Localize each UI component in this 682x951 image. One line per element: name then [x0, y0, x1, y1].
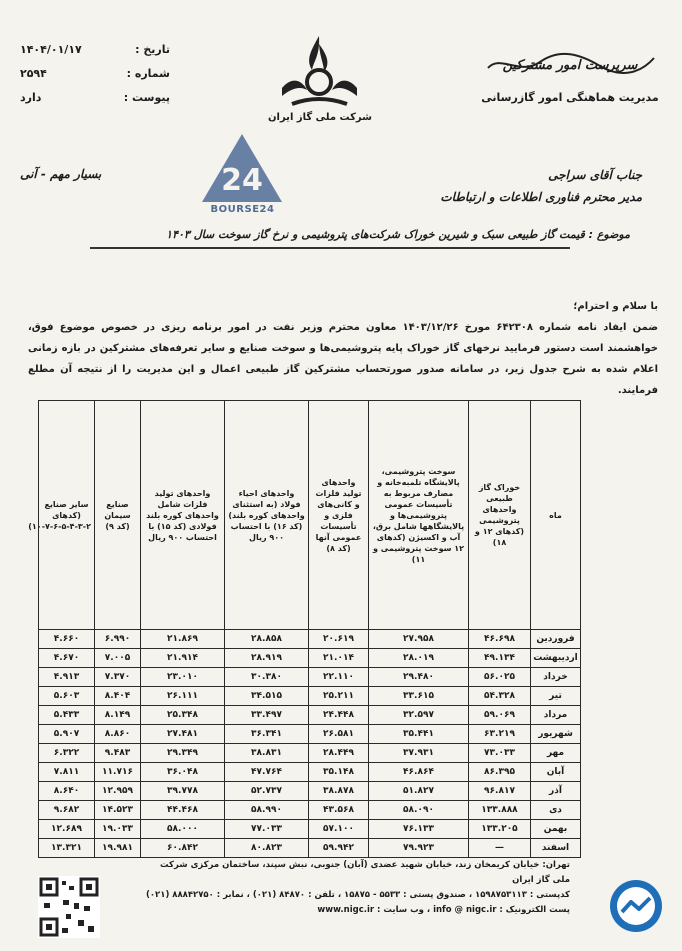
table-row: [39, 630, 581, 649]
department-subtitle: مدیریت هماهنگی امور گازرسانی: [481, 91, 659, 104]
tariff-cell: ۴۷.۷۶۴: [225, 763, 309, 782]
date-value: ۱۴۰۴/۰۱/۱۷: [20, 43, 82, 56]
table-row: [39, 706, 581, 725]
tariff-cell: ۴۳.۵۶۸: [309, 801, 369, 820]
nigc-flame-logo: [262, 30, 377, 120]
tariff-cell: ۵۸.۹۹۰: [225, 801, 309, 820]
tariff-cell: ۲۶.۱۱۱: [141, 687, 225, 706]
tariff-cell: ۸.۶۴۰: [39, 782, 95, 801]
tariff-cell: ۴۶.۸۶۴: [369, 763, 469, 782]
watermark-text: BOURSE24: [210, 204, 275, 215]
number-label: شماره :: [126, 67, 170, 80]
table-row: [39, 725, 581, 744]
tariff-cell: ۳۳.۴۹۷: [225, 706, 309, 725]
tariff-cell: ۹.۶۸۲: [39, 801, 95, 820]
footer-address: تهران: خیابان کریمخان زند، خیابان شهید عضدی (آبان) جنوبی، نبش سپند، ساختمان مرکزی شرکت ملی گاز ایران: [160, 860, 570, 885]
column-header-3: [309, 401, 369, 630]
tariff-cell: ۵۶.۰۲۵: [469, 668, 531, 687]
tariff-cell: ۳۹.۷۷۸: [141, 782, 225, 801]
tariff-cell: ۲۵.۳۴۸: [141, 706, 225, 725]
tariff-cell: ۵۹.۹۴۲: [309, 839, 369, 858]
tariff-cell: ۱۴.۵۲۳: [95, 801, 141, 820]
month-cell: دی: [531, 801, 581, 820]
tariff-cell: ۱۲.۹۵۹: [95, 782, 141, 801]
tariff-cell: ۲۳.۰۱۰: [141, 668, 225, 687]
month-cell: اسفند: [531, 839, 581, 858]
tariff-table-wrapper: [28, 400, 580, 853]
table-row: [39, 820, 581, 839]
tariff-cell: ۶۳.۲۱۹: [469, 725, 531, 744]
table-row: [39, 763, 581, 782]
tariff-cell: ۵۲.۷۳۷: [225, 782, 309, 801]
tariff-cell: ۳۷.۹۳۱: [369, 744, 469, 763]
month-cell: بهمن: [531, 820, 581, 839]
table-body: [39, 630, 581, 858]
greeting: با سلام و احترام؛: [573, 301, 658, 312]
tariff-cell: ۸۰.۸۲۳: [225, 839, 309, 858]
letter-meta: [20, 38, 170, 110]
tariff-cell: ۲۱.۹۱۴: [141, 649, 225, 668]
column-header-0: [531, 401, 581, 630]
tariff-cell: ۸.۱۴۹: [95, 706, 141, 725]
tariff-cell: ۲۱.۰۱۴: [309, 649, 369, 668]
month-cell: آبان: [531, 763, 581, 782]
tariff-cell: ۷.۸۱۱: [39, 763, 95, 782]
table-row: [39, 801, 581, 820]
tariff-cell: ۷۷.۰۳۳: [225, 820, 309, 839]
tariff-cell: ۳۸.۸۳۱: [225, 744, 309, 763]
tariff-cell: ۲۸.۰۱۹: [369, 649, 469, 668]
attachment-label: پیوست :: [123, 91, 170, 104]
table-row: [39, 744, 581, 763]
tariff-cell: ۲۹.۴۸۰: [369, 668, 469, 687]
column-header-6: [95, 401, 141, 630]
tariff-cell: ۴.۶۶۰: [39, 630, 95, 649]
qr-code: [38, 876, 100, 938]
tariff-cell: ۲۷.۹۵۸: [369, 630, 469, 649]
letter-subject: موضوع : قیمت گاز طبیعی سبک و شیرین خوراک شرکت‌های پتروشیمی و نرخ گاز سوخت سال ۱۴۰۳: [166, 228, 630, 241]
month-cell: شهریور: [531, 725, 581, 744]
tariff-cell: ۷۶.۱۳۳: [369, 820, 469, 839]
tariff-cell: ۴۶.۶۹۸: [469, 630, 531, 649]
letter-body: [28, 296, 658, 401]
column-header-2: [369, 401, 469, 630]
tariff-cell: ۸.۸۶۰: [95, 725, 141, 744]
urgency-note: بسیار مهم - آنی: [20, 167, 102, 181]
table-row: [39, 782, 581, 801]
tariff-cell: ۵.۴۳۳: [39, 706, 95, 725]
attachment-value: دارد: [20, 91, 42, 104]
addressee: [312, 168, 642, 204]
tariff-cell: ۲۸.۸۵۸: [225, 630, 309, 649]
column-header-1: [469, 401, 531, 630]
tariff-cell: ۳۳.۶۱۵: [369, 687, 469, 706]
month-cell: آذر: [531, 782, 581, 801]
column-header-label: سوخت پتروشیمی، پالایشگاه تلمبه‌خانه و مصارف مربوط به تأسیسات عمومی پتروشیمی‌ها و پالایشگاهها شامل برق، آب و اکسیژن (کدهای ۱۲ سوخت پتروشیمی و ۱۱): [372, 466, 465, 564]
tariff-cell: ۲۷.۴۸۱: [141, 725, 225, 744]
tariff-cell: ۱۳.۳۲۱: [39, 839, 95, 858]
column-header-label: خوراک گاز طبیعی واحدهای پتروشیمی (کدهای ۱۲ و ۱۸): [474, 483, 525, 547]
month-cell: مهر: [531, 744, 581, 763]
tariff-cell: ۱۳۳.۲۰۵: [469, 820, 531, 839]
tariff-cell: ۳۵.۴۴۱: [369, 725, 469, 744]
tariff-cell: ۵۸.۰۹۰: [369, 801, 469, 820]
tariff-cell: ۱۳۳.۸۸۸: [469, 801, 531, 820]
column-header-label: واحدهای تولید فلزات شامل واحدهای کوره بلند فولادی (کد ۱۵) با احتساب ۹۰۰ ریال: [146, 488, 219, 542]
tariff-cell: ۷.۳۷۰: [95, 668, 141, 687]
tariff-cell: ۵۹.۰۶۹: [469, 706, 531, 725]
footer-contact: کدپستی : ۱۵۹۸۷۵۳۱۱۳ ، صندوق پستی : ۵۵۳۳ - ۱۵۸۷۵ ، تلفن : ۸۴۸۷۰ (۰۲۱) ، نمابر : ۸۸۸۴۲۷۵۰ (۰۲۱): [145, 890, 570, 900]
tariff-cell: ۴۴.۴۶۸: [141, 801, 225, 820]
column-header-5: [141, 401, 225, 630]
tariff-cell: ۳۲.۵۹۷: [369, 706, 469, 725]
svg-text:24: 24: [221, 163, 263, 198]
letter-footer: [140, 858, 570, 918]
month-cell: خرداد: [531, 668, 581, 687]
department-block: [480, 50, 660, 104]
tariff-cell: ۲۶.۵۸۱: [309, 725, 369, 744]
month-cell: اردیبهشت: [531, 649, 581, 668]
tariff-cell: ۱۱.۷۱۶: [95, 763, 141, 782]
tariff-cell: ۵۸.۰۰۰: [141, 820, 225, 839]
tariff-cell: ۳۴.۵۱۵: [225, 687, 309, 706]
addressee-title: مدیر محترم فناوری اطلاعات و ارتباطات: [440, 190, 642, 204]
tariff-cell: ۲۵.۲۱۱: [309, 687, 369, 706]
tariff-cell: ۹.۴۸۳: [95, 744, 141, 763]
tariff-cell: ۱۲.۶۸۹: [39, 820, 95, 839]
tariff-cell: ۲۱.۸۶۹: [141, 630, 225, 649]
column-header-label: سایر صنایع (کدهای ۲-۳-۴-۵-۶-۷-۱۰): [28, 499, 91, 531]
tariff-cell: ۶.۳۲۲: [39, 744, 95, 763]
tariff-cell: ۳۰.۳۸۰: [225, 668, 309, 687]
number-value: ۲۵۹۴: [20, 67, 47, 80]
table-row: [39, 668, 581, 687]
column-header-4: [225, 401, 309, 630]
column-header-label: واحدهای احیاء فولاد (به استثنای واحدهای کوره بلند) (کد ۱۶) با احتساب ۹۰۰ ریال: [228, 488, 305, 542]
tariff-cell: ۲۹.۳۴۹: [141, 744, 225, 763]
tariff-cell: ۶.۹۹۰: [95, 630, 141, 649]
tariff-cell: ۲۴.۴۴۸: [309, 706, 369, 725]
body-paragraph: ضمن ایفاد نامه شماره ۶۴۲۳۰۸ مورخ ۱۴۰۳/۱۲/۲۶ معاون محترم وزیر نفت در امور برنامه ریزی در خصوص موضوع فوق، خواهشمند است دستور فرمایید نرخهای گاز خوراک پایه پتروشیمی‌ها و سوخت صنایع و سایر تعرفه‌های مشترکین در بازه زمانی اعلام شده به شرح جدول زیر، در سامانه صدور صورتحساب مشترکین گاز طبیعی اعمال و این مدیریت را از نتیجه آن مطلع فرمایند.: [28, 322, 659, 396]
department-title: سرپرست امور مشترکین: [502, 58, 638, 73]
date-label: تاریخ :: [135, 43, 170, 56]
tariff-cell: ۴.۶۷۰: [39, 649, 95, 668]
addressee-name: جناب آقای سراجی: [548, 168, 642, 182]
tariff-cell: ۳۶.۰۴۸: [141, 763, 225, 782]
subject-underline: [90, 247, 570, 249]
tariff-cell: ۳۵.۱۴۸: [309, 763, 369, 782]
tariff-cell: ۵۴.۳۲۸: [469, 687, 531, 706]
tariff-table: [28, 400, 581, 858]
tariff-cell: ۲۸.۴۴۹: [309, 744, 369, 763]
tariff-cell: ۴۹.۱۳۴: [469, 649, 531, 668]
tariff-cell: ۸.۴۰۴: [95, 687, 141, 706]
table-header-row: [39, 401, 581, 630]
month-cell: فروردین: [531, 630, 581, 649]
tariff-cell: ۲۸.۹۱۹: [225, 649, 309, 668]
tariff-cell: ۷۳.۰۳۳: [469, 744, 531, 763]
tariff-cell: ۹۶.۸۱۷: [469, 782, 531, 801]
tariff-cell: ۸۶.۳۹۵: [469, 763, 531, 782]
table-row: [39, 839, 581, 858]
table-row: [39, 687, 581, 706]
footer-web: پست الکترونیک : info @ nigc.ir ، وب سایت : www.nigc.ir: [317, 905, 570, 915]
month-cell: تیر: [531, 687, 581, 706]
tariff-cell: ۷۹.۹۲۳: [369, 839, 469, 858]
column-header-label: واحدهای تولید فلزات و کانی‌های فلزی و تأسیسات عمومی آنها (کد ۸): [315, 477, 362, 553]
tariff-cell: ۷.۰۰۵: [95, 649, 141, 668]
tariff-cell: ۵.۶۰۳: [39, 687, 95, 706]
bourse24-watermark-logo: [200, 132, 285, 204]
column-header-label: ماه: [549, 510, 562, 520]
tariff-cell: ۵۷.۱۰۰: [309, 820, 369, 839]
tariff-cell: ۴.۹۱۳: [39, 668, 95, 687]
table-row: [39, 649, 581, 668]
bourse24-badge-icon: [608, 878, 664, 934]
tariff-cell: ۶۰.۸۴۲: [141, 839, 225, 858]
tariff-cell: ۵.۹۰۷: [39, 725, 95, 744]
tariff-cell: ۱۹.۰۳۳: [95, 820, 141, 839]
column-header-7: [28, 401, 95, 630]
tariff-cell: ۳۸.۸۷۸: [309, 782, 369, 801]
tariff-cell: ۱۹.۹۸۱: [95, 839, 141, 858]
tariff-cell: ۳۶.۳۴۱: [225, 725, 309, 744]
tariff-cell: ۵۱.۸۲۷: [369, 782, 469, 801]
tariff-cell: —: [469, 839, 531, 858]
column-header-label: صنایع سیمان (کد ۹): [104, 499, 131, 531]
tariff-cell: ۲۲.۱۱۰: [309, 668, 369, 687]
month-cell: مرداد: [531, 706, 581, 725]
tariff-cell: ۲۰.۶۱۹: [309, 630, 369, 649]
company-name: شرکت ملی گاز ایران: [268, 112, 372, 123]
